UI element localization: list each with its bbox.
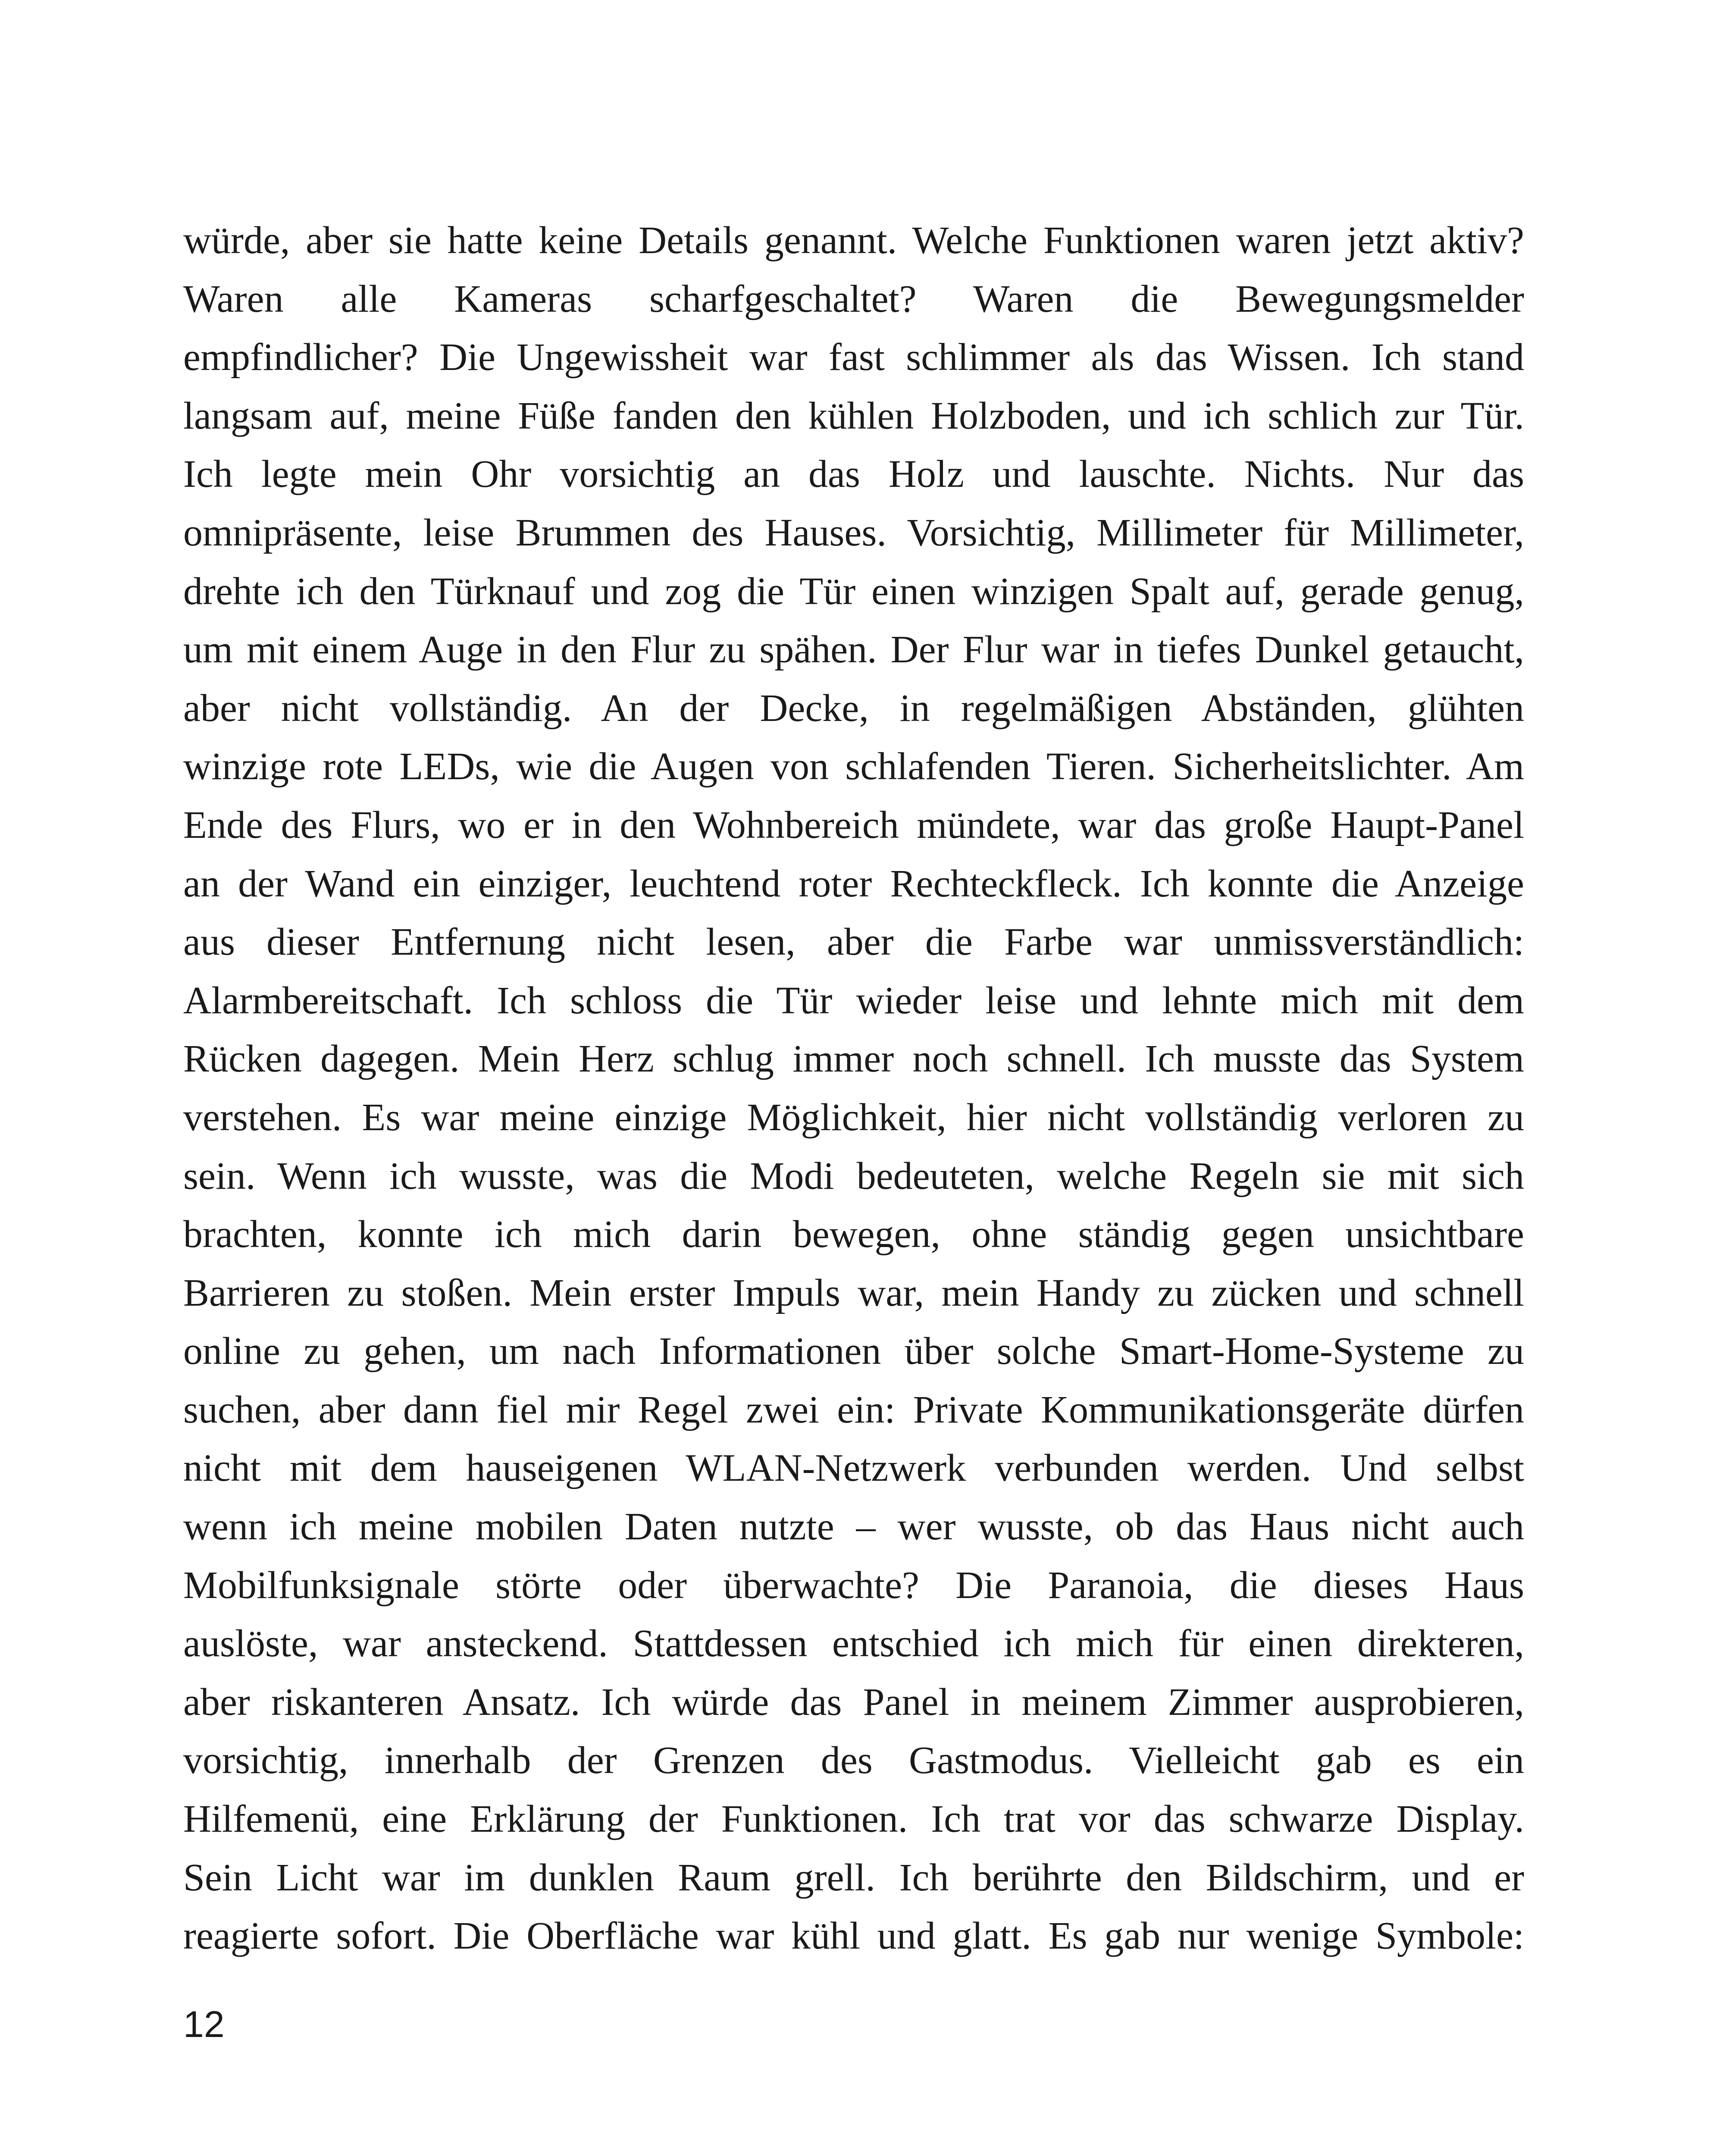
text-line: Waren alle Kameras scharfgeschaltet? Waren die Bewegungsmelder (183, 277, 1524, 320)
text-line: um mit einem Auge in den Flur zu spähen. Der Flur war in tiefes Dunkel getaucht, (183, 628, 1524, 671)
text-line: würde, aber sie hatte keine Details genannt. Welche Funktionen waren jetzt aktiv? (183, 219, 1524, 262)
text-line: langsam auf, meine Füße fanden den kühlen Holzboden, und ich schlich zur Tür. (183, 394, 1524, 437)
text-line: brachten, konnte ich mich darin bewegen, ohne ständig gegen unsichtbare (183, 1213, 1524, 1256)
text-line: Barrieren zu stoßen. Mein erster Impuls war, mein Handy zu zücken und schnell (183, 1271, 1524, 1314)
text-line: empfindlicher? Die Ungewissheit war fast schlimmer als das Wissen. Ich stand (183, 336, 1524, 379)
text-line: sein. Wenn ich wusste, was die Modi bedeuteten, welche Regeln sie mit sich (183, 1154, 1524, 1197)
text-line: aber nicht vollständig. An der Decke, in regelmäßigen Abständen, glühten (183, 686, 1524, 730)
page-number: 12 (183, 2004, 225, 2045)
text-line: Ich legte mein Ohr vorsichtig an das Holz und lauschte. Nichts. Nur das (183, 453, 1524, 496)
text-line: aus dieser Entfernung nicht lesen, aber die Farbe war unmissverständlich: (183, 921, 1524, 964)
text-line: an der Wand ein einziger, leuchtend roter Rechteckfleck. Ich konnte die Anzeige (183, 862, 1524, 905)
text-line: Hilfemenü, eine Erklärung der Funktionen. Ich trat vor das schwarze Display. (183, 1798, 1524, 1841)
text-line: winzige rote LEDs, wie die Augen von schlafenden Tieren. Sicherheitslichter. Am (183, 745, 1524, 788)
text-line: Ende des Flurs, wo er in den Wohnbereich mündete, war das große Haupt-Panel (183, 803, 1524, 846)
text-line: wenn ich meine mobilen Daten nutzte – wer wusste, ob das Haus nicht auch (183, 1505, 1524, 1548)
text-line: omnipräsente, leise Brummen des Hauses. Vorsichtig, Millimeter für Millimeter, (183, 511, 1524, 554)
text-line: nicht mit dem hauseigenen WLAN-Netzwerk verbunden werden. Und selbst (183, 1447, 1524, 1490)
text-line: drehte ich den Türknauf und zog die Tür einen winzigen Spalt auf, gerade genug, (183, 570, 1524, 613)
body-text (183, 211, 1524, 1965)
text-line: Alarmbereitschaft. Ich schloss die Tür wieder leise und lehnte mich mit dem (183, 979, 1524, 1022)
text-line: aber riskanteren Ansatz. Ich würde das Panel in meinem Zimmer ausprobieren, (183, 1680, 1524, 1724)
text-line: Sein Licht war im dunklen Raum grell. Ich berührte den Bildschirm, und er (183, 1856, 1524, 1899)
text-line: Mobilfunksignale störte oder überwachte? Die Paranoia, die dieses Haus (183, 1564, 1524, 1607)
text-line: suchen, aber dann fiel mir Regel zwei ein: Private Kommunikationsgeräte dürfen (183, 1388, 1524, 1431)
text-line: auslöste, war ansteckend. Stattdessen entschied ich mich für einen direkteren, (183, 1622, 1524, 1665)
text-line: Rücken dagegen. Mein Herz schlug immer noch schnell. Ich musste das System (183, 1037, 1524, 1081)
text-line: vorsichtig, innerhalb der Grenzen des Gastmodus. Vielleicht gab es ein (183, 1739, 1524, 1782)
text-line: verstehen. Es war meine einzige Möglichkeit, hier nicht vollständig verloren zu (183, 1096, 1524, 1139)
text-line: online zu gehen, um nach Informationen über solche Smart-Home-Systeme zu (183, 1330, 1524, 1373)
text-line: reagierte sofort. Die Oberfläche war kühl und glatt. Es gab nur wenige Symbole: (183, 1915, 1524, 1958)
